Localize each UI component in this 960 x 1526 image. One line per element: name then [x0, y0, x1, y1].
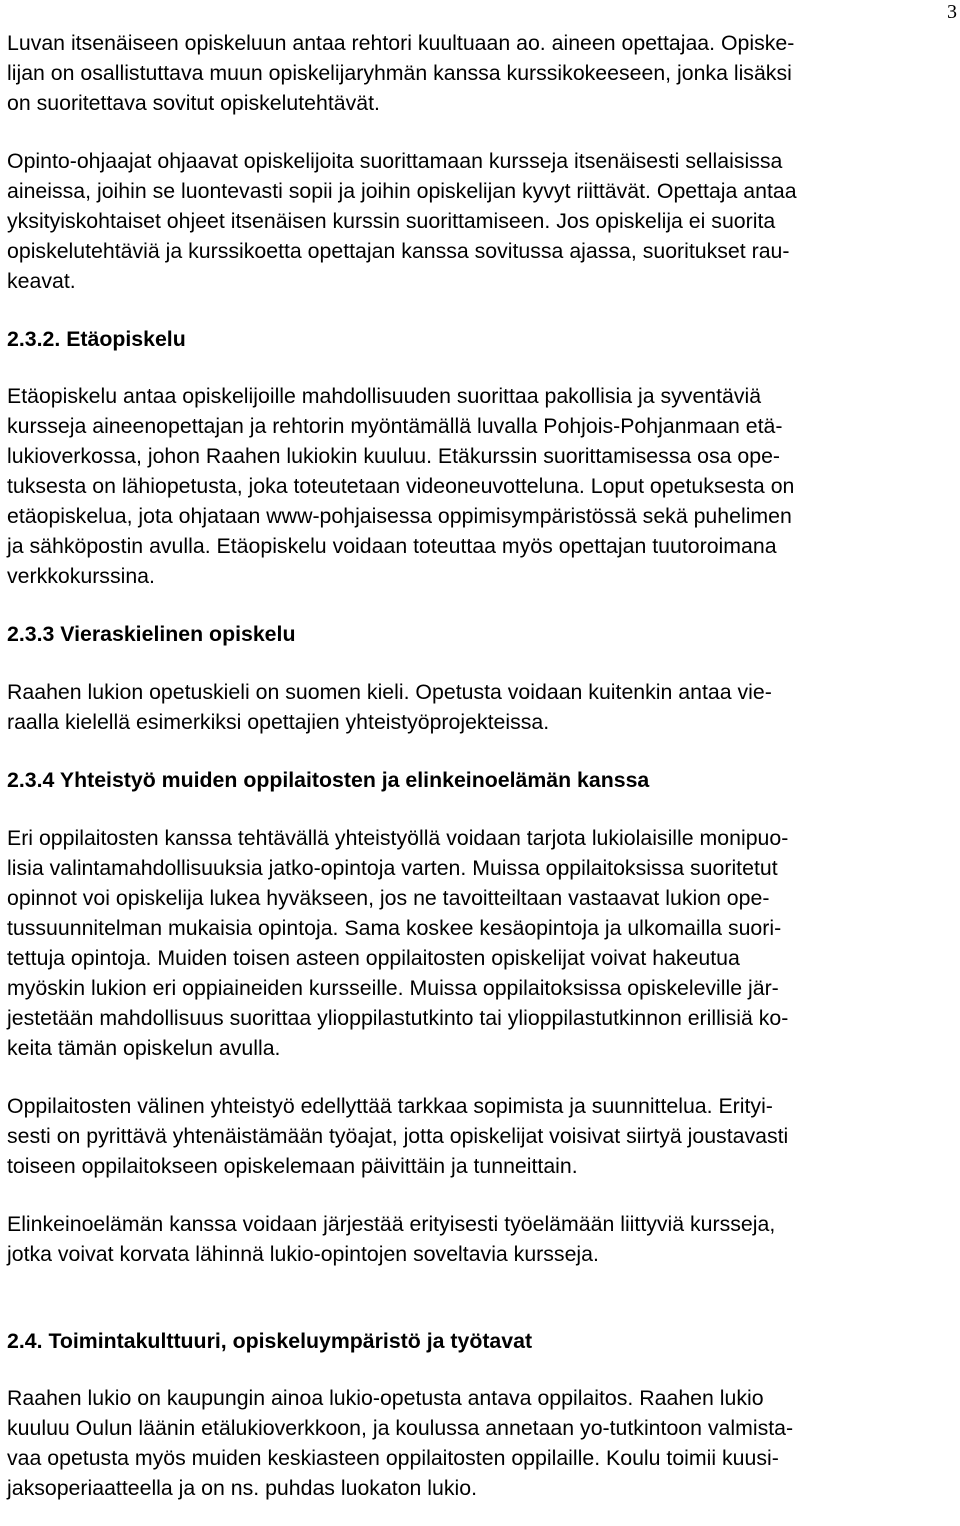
paragraph-line: Elinkeinoelämän kanssa voidaan järjestää erityisesti työelämään liittyviä kursseja,	[7, 1212, 776, 1236]
paragraph-line: Raahen lukio on kaupungin ainoa lukio-opetusta antava oppilaitos. Raahen lukio	[7, 1386, 764, 1410]
heading-text: 2.3.2. Etäopiskelu	[7, 327, 186, 351]
paragraph-line: jotka voivat korvata lähinnä lukio-opintojen soveltavia kursseja.	[7, 1242, 599, 1266]
paragraph-line: jestetään mahdollisuus suorittaa ylioppilastutkinto tai ylioppilastutkinnon erillisiä ko-	[7, 1006, 789, 1030]
paragraph-line: myöskin lukion eri oppiaineiden kursseille. Muissa oppilaitoksissa opiskeleville jär-	[7, 976, 779, 1000]
paragraph-line: opinnot voi opiskelija lukea hyväkseen, jos ne tavoitteiltaan vastaavat lukion ope-	[7, 886, 770, 910]
paragraph-line: toiseen oppilaitokseen opiskelemaan päivittäin ja tunneittain.	[7, 1154, 578, 1178]
paragraph-line: opiskelutehtäviä ja kurssikoetta opettajan kanssa sovitussa ajassa, suoritukset rau-	[7, 239, 790, 263]
paragraph-line: keavat.	[7, 269, 76, 293]
paragraph-line: tuksesta on lähiopetusta, joka toteutetaan videoneuvotteluna. Loput opetuksesta on	[7, 474, 795, 498]
paragraph-line: ja sähköpostin avulla. Etäopiskelu voidaan toteuttaa myös opettajan tuutoroimana	[7, 534, 777, 558]
paragraph-line: aineissa, joihin se luontevasti sopii ja joihin opiskelijan kyvyt riittävät. Opettaja antaa	[7, 179, 797, 203]
paragraph-line: tettuja opintoja. Muiden toisen asteen oppilaitosten opiskelijat voivat hakeutua	[7, 946, 740, 970]
paragraph-line: keita tämän opiskelun avulla.	[7, 1036, 281, 1060]
paragraph-line: etäopiskelua, jota ohjataan www-pohjaisessa oppimisympäristössä sekä puhelimen	[7, 504, 792, 528]
paragraph-line: Raahen lukion opetuskieli on suomen kieli. Opetusta voidaan kuitenkin antaa vie-	[7, 680, 772, 704]
paragraph-line: lukioverkossa, johon Raahen lukiokin kuuluu. Etäkurssin suorittamisessa osa ope-	[7, 444, 781, 468]
paragraph-line: jaksoperiaatteella ja on ns. puhdas luokaton lukio.	[7, 1476, 478, 1500]
paragraph-line: raalla kielellä esimerkiksi opettajien yhteistyöprojekteissa.	[7, 710, 550, 734]
paragraph-line: Luvan itsenäiseen opiskeluun antaa rehtori kuultuaan ao. aineen opettajaa. Opiske-	[7, 31, 795, 55]
paragraph-line: verkkokurssina.	[7, 564, 155, 588]
heading-text: 2.3.3 Vieraskielinen opiskelu	[7, 622, 296, 646]
heading-text: 2.4. Toimintakulttuuri, opiskeluympäristö ja työtavat	[7, 1329, 533, 1353]
page-number: 3	[947, 1, 957, 23]
paragraph-line: Etäopiskelu antaa opiskelijoille mahdollisuuden suorittaa pakollisia ja syventäviä	[7, 384, 762, 408]
paragraph-line: tussuunnitelman mukaisia opintoja. Sama koskee kesäopintoja ja ulkomailla suori-	[7, 916, 782, 940]
paragraph-line: lijan on osallistuttava muun opiskelijaryhmän kanssa kurssikokeeseen, jonka lisäksi	[7, 61, 792, 85]
paragraph-line: kuuluu Oulun läänin etälukioverkkoon, ja koulussa annetaan yo-tutkintoon valmista-	[7, 1416, 794, 1440]
paragraph-line: on suoritettava sovitut opiskelutehtävät.	[7, 91, 380, 115]
heading-text: 2.3.4 Yhteistyö muiden oppilaitosten ja elinkeinoelämän kanssa	[7, 768, 650, 792]
paragraph-line: yksityiskohtaiset ohjeet itsenäisen kurssin suorittamiseen. Jos opiskelija ei suorita	[7, 209, 776, 233]
paragraph-line: Opinto-ohjaajat ohjaavat opiskelijoita suorittamaan kursseja itsenäisesti sellaisissa	[7, 149, 783, 173]
paragraph-line: Oppilaitosten välinen yhteistyö edellyttää tarkkaa sopimista ja suunnittelua. Erityi-	[7, 1094, 773, 1118]
paragraph-line: sesti on pyrittävä yhtenäistämään työajat, jotta opiskelijat voisivat siirtyä joustavasti	[7, 1124, 789, 1148]
paragraph-line: vaa opetusta myös muiden keskiasteen oppilaitosten oppilaille. Koulu toimii kuusi-	[7, 1446, 779, 1470]
paragraph-line: kursseja aineenopettajan ja rehtorin myöntämällä luvalla Pohjois-Pohjanmaan etä-	[7, 414, 783, 438]
paragraph-line: Eri oppilaitosten kanssa tehtävällä yhteistyöllä voidaan tarjota lukiolaisille monipuo-	[7, 826, 789, 850]
paragraph-line: lisia valintamahdollisuuksia jatko-opintoja varten. Muissa oppilaitoksissa suoritetut	[7, 856, 778, 880]
